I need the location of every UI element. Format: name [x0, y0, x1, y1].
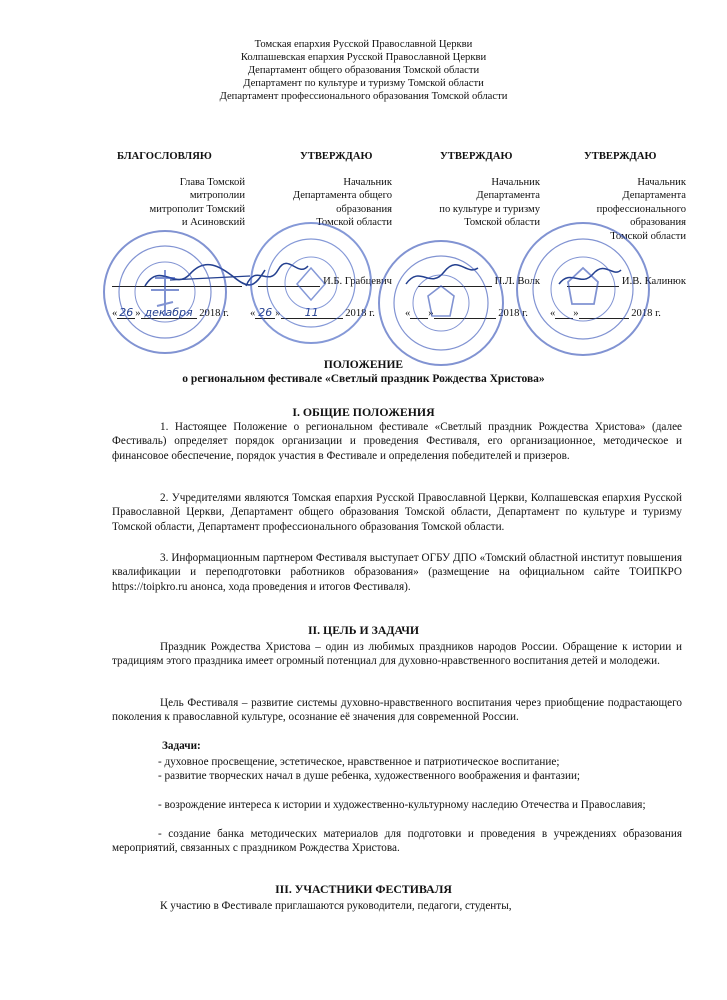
header-line: Томская епархия Русской Православной Церкви: [254, 39, 473, 50]
document-header: [0, 38, 727, 103]
approval-role: БЛАГОСЛОВЛЯЮ: [117, 151, 212, 162]
approval-position: Начальник Департамента по культуре и туризму Томской области: [439, 176, 540, 228]
title-subtitle: о региональном фестивале «Светлый праздник Рождества Христова»: [182, 373, 545, 385]
signer-name: П.Л. Волк: [494, 276, 540, 287]
paragraph: 2. Учредителями являются Томская епархия Русской Православной Церкви, Колпашевская епархия Русской Православной Церкви, Департамент общего образования Томской области, Департамент по культуре и туризму Томской области, Департамент профессионального образования Томской области.: [112, 492, 682, 533]
approval-role: УТВЕРЖДАЮ: [584, 151, 657, 162]
header-line: Колпашевская епархия Русской Православной Церкви: [240, 52, 487, 63]
task-item: - духовное просвещение, эстетическое, нравственное и патриотическое воспитание;: [158, 756, 560, 768]
approval-block-3: [398, 150, 540, 230]
task-item: - развитие творческих начал в душе ребенка, художественного воображения и фантазии;: [158, 770, 581, 782]
date-month: 11: [281, 306, 343, 319]
date-month: декабря: [141, 306, 197, 319]
department-culture-seal-stamp: [378, 240, 504, 366]
approval-date: « 26 » декабря 2018 г.: [112, 306, 229, 319]
section-heading: II. ЦЕЛЬ И ЗАДАЧИ: [307, 623, 420, 637]
header-line: Департамент профессионального образования Томской области: [219, 91, 508, 102]
approval-block-2: [252, 150, 392, 230]
approval-block-1: [95, 150, 245, 230]
approval-date: « » 2018 г.: [405, 308, 528, 319]
title-line: ПОЛОЖЕНИЕ: [323, 359, 404, 371]
section-heading: I. ОБЩИЕ ПОЛОЖЕНИЯ: [292, 405, 435, 419]
header-line: Департамент общего образования Томской области: [247, 65, 480, 76]
paragraph: Праздник Рождества Христова – один из любимых праздников народов России. Обращение к истории и традициям этого праздника имеет огромный потенциал для духовно-нравственного воспитания детей и молодежи.: [112, 641, 682, 668]
task-item: - возрождение интереса к истории и художественно-культурному наследию Отечества и Православия;: [158, 799, 646, 811]
department-education-seal-stamp: [250, 222, 372, 344]
paragraph: 1. Настоящее Положение о региональном фестивале «Светлый праздник Рождества Христова» (далее Фестиваль) определяет порядок организации и проведения Фестиваля, его организационное, методическое и финансовое обеспечение, порядок участия в Фестивале и определения победителей и призеров.: [112, 421, 682, 462]
approval-date: « 26 » 11 2018 г.: [250, 306, 375, 319]
approval-role: УТВЕРЖДАЮ: [300, 151, 373, 162]
header-line: Департамент по культуре и туризму Томской области: [243, 78, 484, 89]
tasks-label: Задачи:: [162, 740, 201, 752]
signer-name: И.В. Калинюк: [621, 276, 686, 287]
section-heading: III. УЧАСТНИКИ ФЕСТИВАЛЯ: [275, 882, 452, 896]
approval-position: Начальник Департамента общего образования Томской области: [292, 176, 392, 228]
administration-seal-stamp: [516, 222, 650, 356]
task-item: - создание банка методических материалов для подготовки и проведения в учреждениях образования мероприятий, связанных с праздником Рождества Христова.: [112, 828, 682, 855]
paragraph: К участию в Фестивале приглашаются руководители, педагоги, студенты,: [160, 900, 512, 912]
date-day: 26: [119, 306, 134, 319]
approval-date: « » 2018 г.: [550, 308, 661, 319]
approval-position: Глава Томской митрополии митрополит Томский и Асиновский: [149, 176, 245, 228]
date-day: 26: [255, 306, 275, 319]
approval-role: УТВЕРЖДАЮ: [440, 151, 513, 162]
approval-position: Начальник Департамента профессионального образования Томской области: [596, 176, 686, 242]
document-title: [0, 358, 727, 386]
paragraph: Цель Фестиваля – развитие системы духовно-нравственного воспитания через приобщение подрастающего поколения к православной культуре, осознание её значения для современной России.: [112, 697, 682, 724]
paragraph: 3. Информационным партнером Фестиваля выступает ОГБУ ДПО «Томский областной институт повышения квалификации и переподготовки работников образования» (размещение на официальном сайте ТОИПКРО https://toipkro.ru анонса, хода проведения и итогов Фестиваля).: [112, 552, 682, 593]
church-seal-stamp: [103, 230, 227, 354]
signer-name: И.Б. Грабцевич: [323, 276, 392, 287]
